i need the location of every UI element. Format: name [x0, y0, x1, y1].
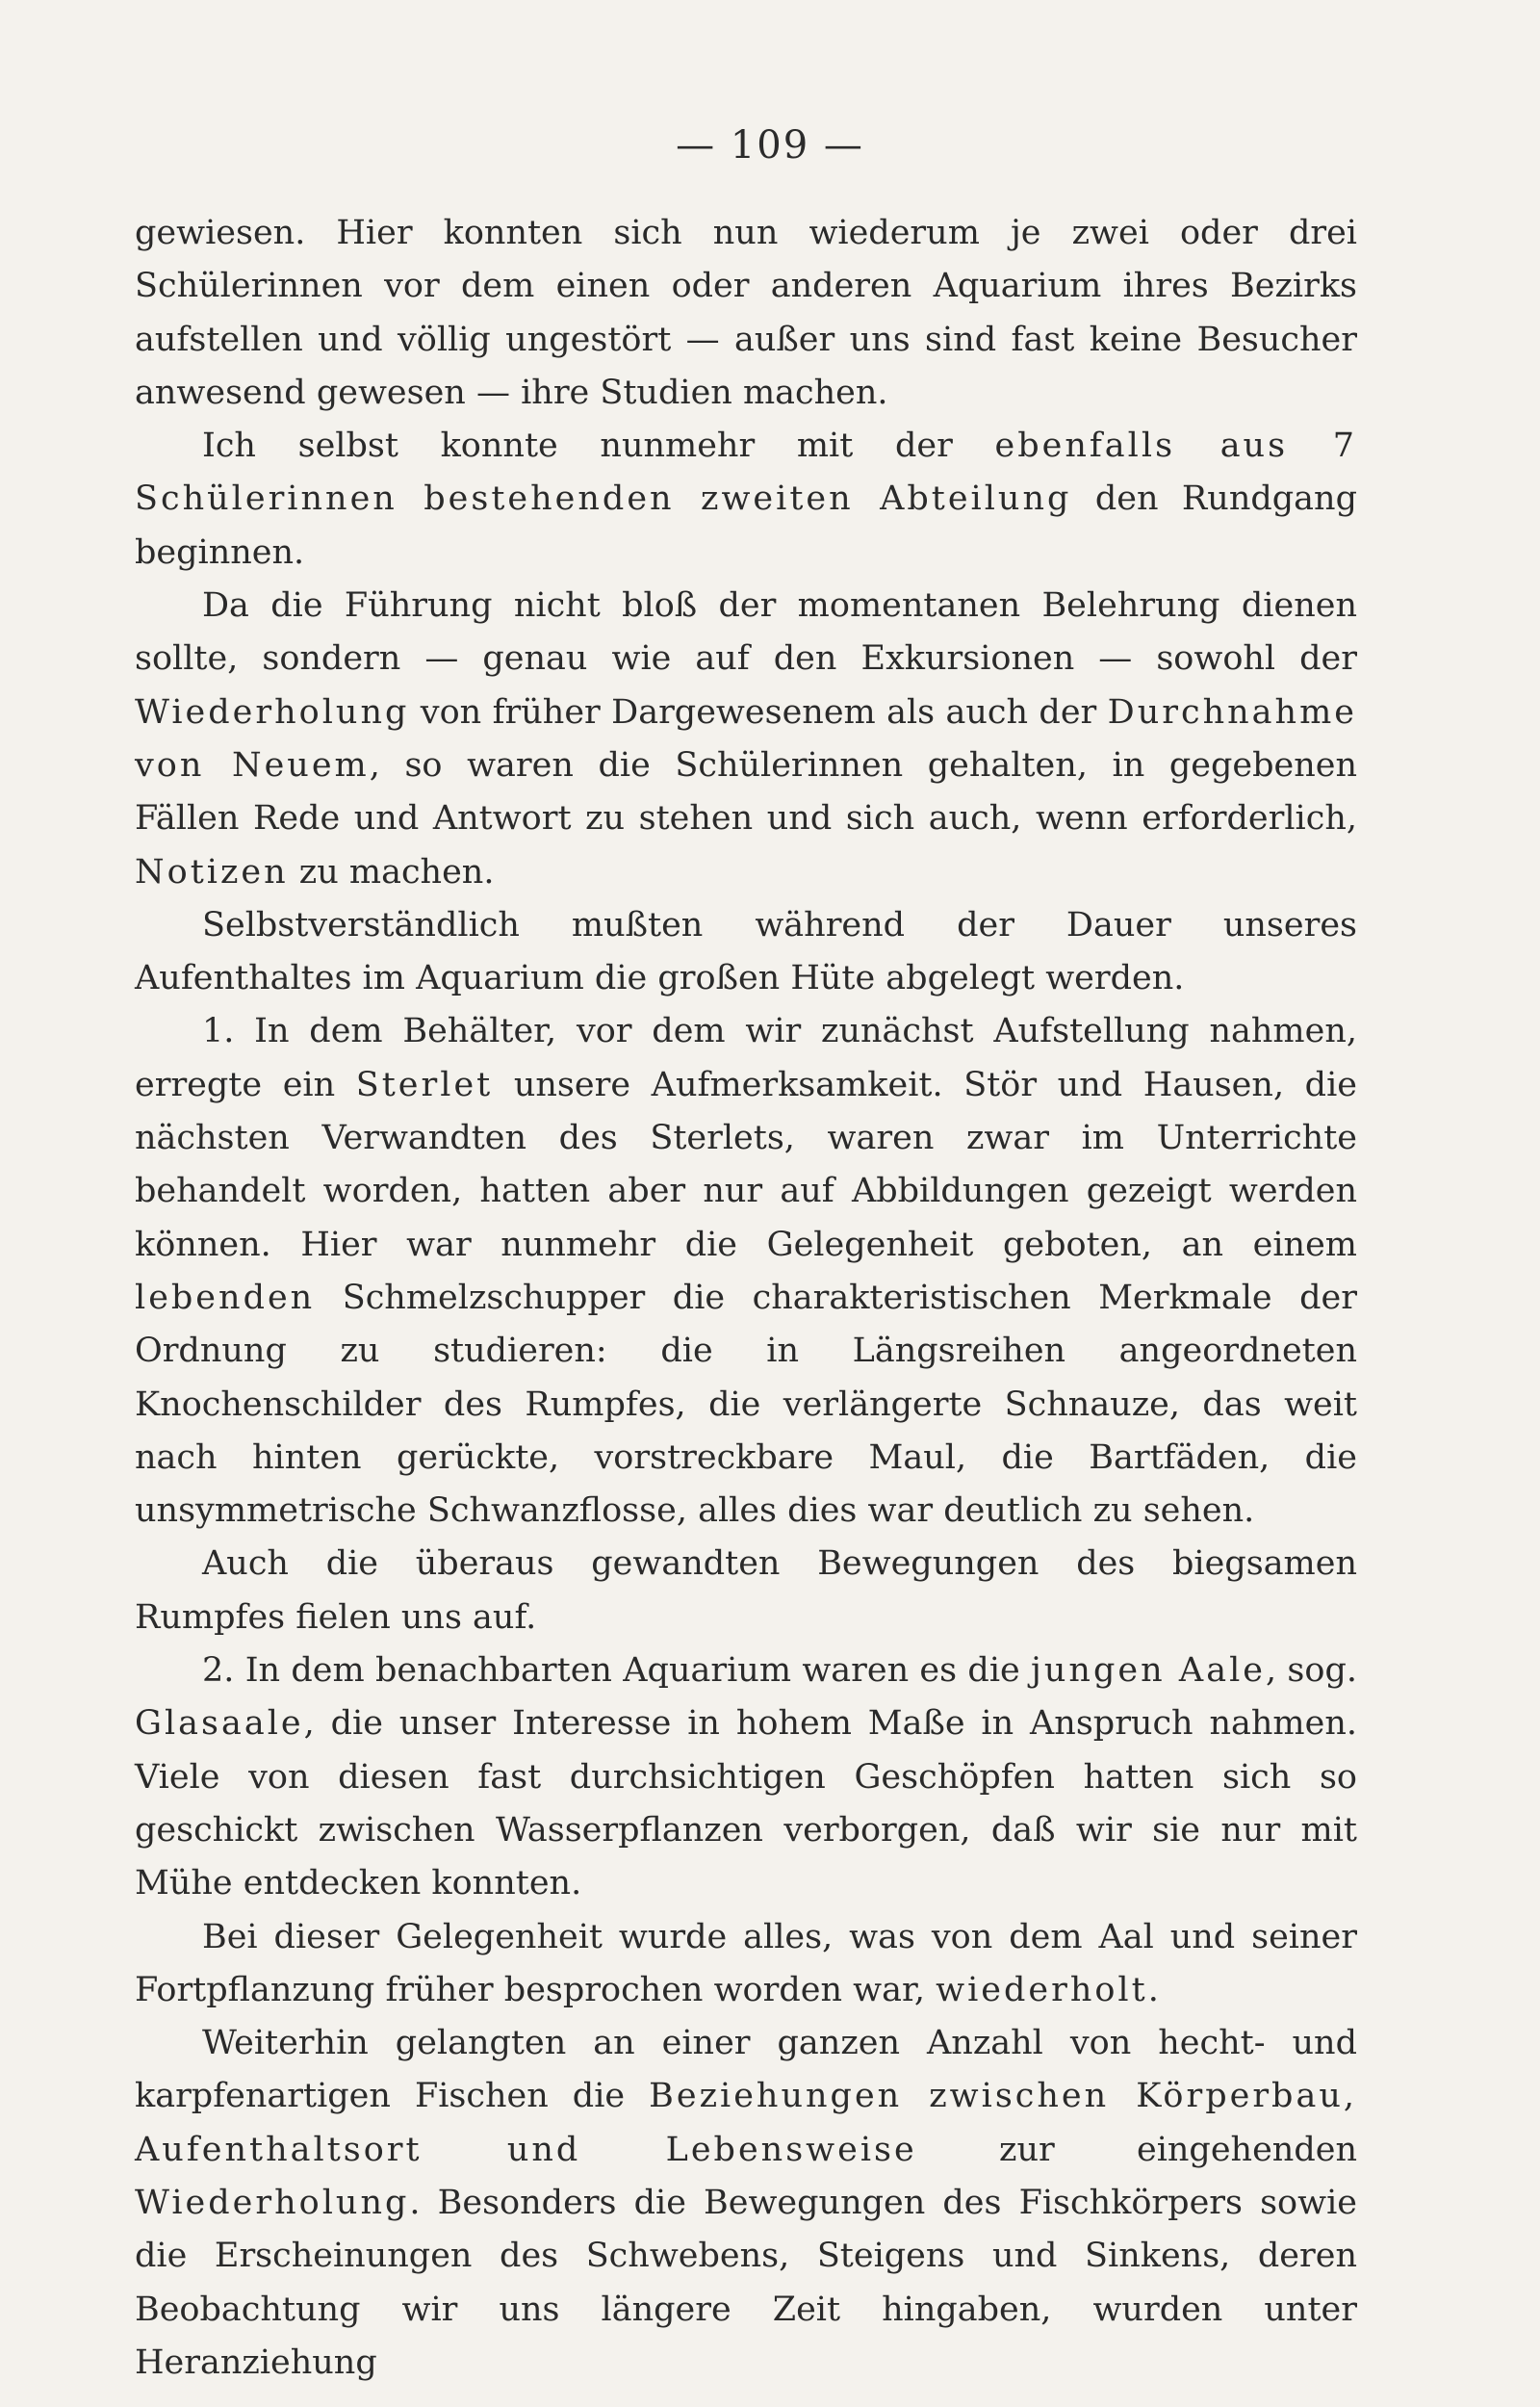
text-segment: Bei dieser Gelegenheit wurde alles, was von dem Aal und seiner Fortpflanzung früher besprochen worden war,: [135, 1917, 1357, 2009]
text-segment: 1. In dem Behälter, vor dem wir zunächst Aufstellung nahmen, erregte ein: [135, 1012, 1357, 1104]
emphasized-text: Beziehungen zwischen Körperbau, Aufenthaltsort und Lebensweise: [135, 2077, 1357, 2169]
emphasized-text: Sterlet: [355, 1065, 494, 1104]
text-segment: gewiesen. Hier konnten sich nun wiederum je zwei oder drei Schülerinnen vor dem einen oder anderen Aquarium ihres Bezirks aufstellen und völlig ungestört — außer uns sind fast keine Besucher anwesend gewesen — ihre Studien machen.: [135, 214, 1357, 412]
emphasized-text: ebenfalls aus 7 Schülerinnen bestehenden zweiten Abteilung: [135, 427, 1357, 519]
text-segment: .: [1147, 1970, 1159, 2009]
text-segment: unsere Aufmerksamkeit. Stör und Hausen, die nächsten Verwandten des Sterlets, waren zwar im Unterrichte behandelt worden, hatten aber nur auf Abbildungen gezeigt werden können. Hier war nunmehr die Gelegenheit geboten, an einem: [135, 1065, 1357, 1264]
text-segment: Selbstverständlich mußten während der Dauer unseres Aufenthaltes im Aquarium die großen Hüte abgelegt werden.: [135, 905, 1357, 998]
text-segment: Da die Führung nicht bloß der momentanen Belehrung dienen sollte, sondern — genau wie auf den Exkursionen — sowohl der: [135, 586, 1357, 679]
paragraph: [135, 899, 1357, 1006]
emphasized-text: Glasaale: [135, 1704, 304, 1744]
paragraph: [135, 580, 1357, 899]
paragraph: [135, 420, 1357, 580]
text-segment: Schmelzschupper die charakteristischen Merkmale der Ordnung zu studieren: die in Längsreihen angeordneten Knochenschilder des Rumpfes, die verlängerte Schnauze, das weit nach hinten gerückte, vorstreckbare Maul, die Bartfäden, die unsymmetrische Schwanzflosse, alles dies war deutlich zu sehen.: [135, 1278, 1357, 1531]
text-segment: von früher Dargewesenem als auch der: [409, 692, 1108, 732]
text-segment: Auch die überaus gewandten Bewegungen des biegsamen Rumpfes fielen uns auf.: [135, 1544, 1357, 1637]
emphasized-text: Wiederholung: [135, 2183, 410, 2222]
paragraph: [135, 1538, 1357, 1644]
emphasized-text: wiederholt: [936, 1970, 1148, 2009]
body-text: [135, 207, 1357, 2390]
page-number: — 109 —: [676, 123, 864, 168]
paragraph: [135, 207, 1357, 420]
text-segment: , so waren die Schülerinnen gehalten, in gegebenen Fällen Rede und Antwort zu stehen und sich auch, wenn erforderlich,: [135, 745, 1357, 839]
text-segment: . Besonders die Bewegungen des Fischkörpers sowie die Erscheinungen des Schwebens, Steigens und Sinkens, deren Beobachtung wir uns längere Zeit hingaben, wurden unter Heranziehung: [135, 2183, 1357, 2382]
emphasized-text: Notizen: [135, 852, 289, 892]
emphasized-text: Durchnahme von Neuem: [135, 692, 1357, 785]
text-segment: den Rundgang beginnen.: [135, 479, 1357, 572]
text-segment: , die unser Interesse in hohem Maße in Anspruch nahmen. Viele von diesen fast durchsichtigen Geschöpfen hatten sich so geschickt zwischen Wasserpflanzen verborgen, daß wir sie nur mit Mühe entdecken konnten.: [135, 1704, 1357, 1903]
emphasized-text: jungen Aale: [1031, 1651, 1266, 1691]
paragraph: [135, 2017, 1357, 2390]
emphasized-text: Wiederholung: [135, 692, 410, 732]
text-segment: 2. In dem benachbarten Aquarium waren es die: [202, 1651, 1032, 1691]
text-segment: zu machen.: [288, 852, 495, 892]
paragraph: [135, 1005, 1357, 1538]
text-segment: , sog.: [1265, 1651, 1357, 1691]
paragraph: [135, 1911, 1357, 2018]
paragraph: [135, 1644, 1357, 1910]
text-segment: Weiterhin gelangten an einer ganzen Anzahl von hecht- und karpfenartigen Fischen die: [135, 2024, 1357, 2116]
emphasized-text: lebenden: [135, 1278, 316, 1317]
text-segment: Ich selbst konnte nunmehr mit der: [202, 427, 995, 466]
text-segment: zur eingehenden: [916, 2130, 1357, 2169]
